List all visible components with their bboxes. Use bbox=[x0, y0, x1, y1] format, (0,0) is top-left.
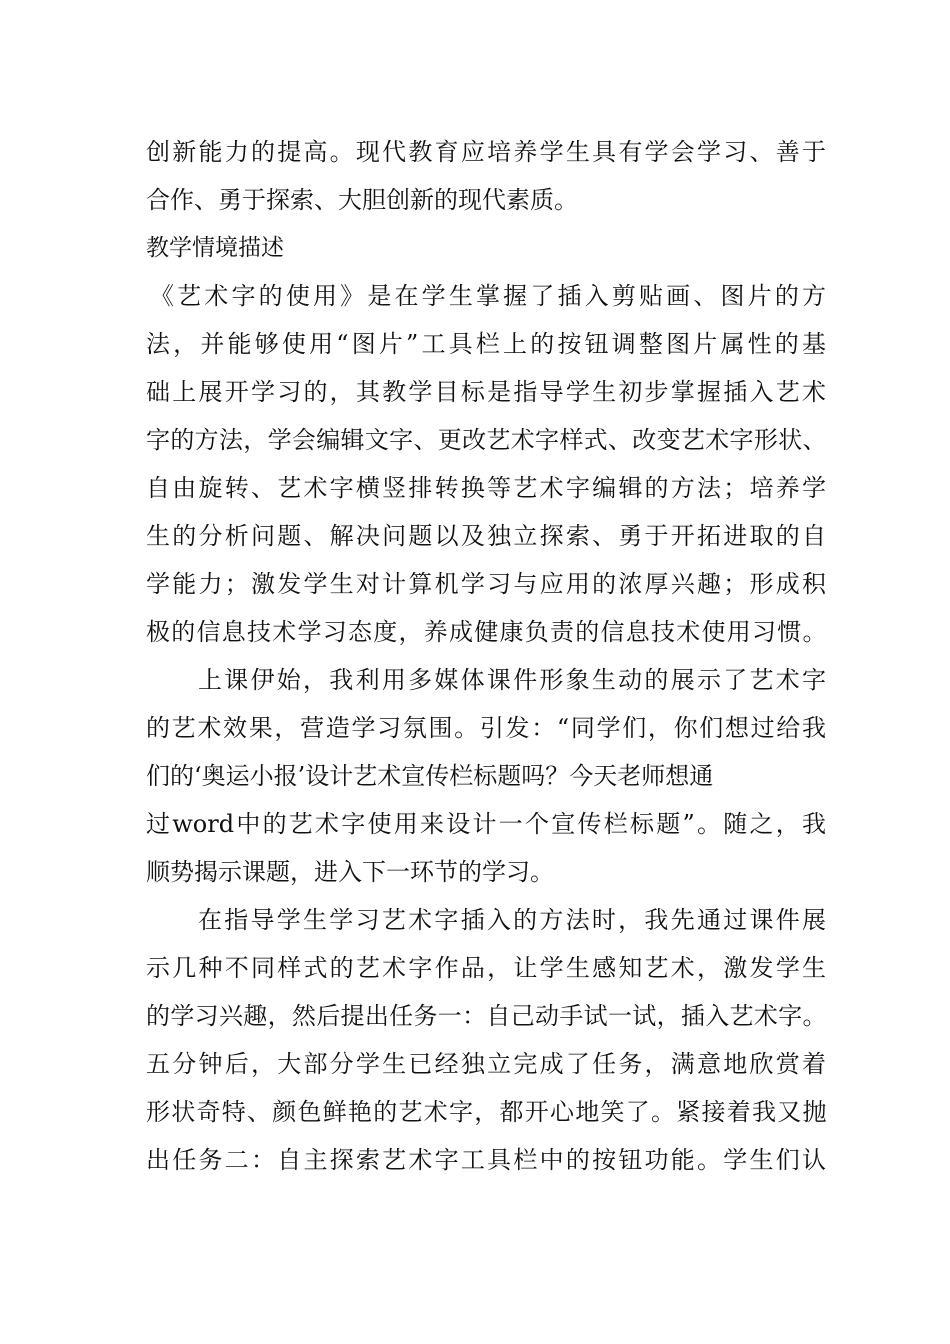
document-body bbox=[146, 128, 826, 1184]
section-heading: 教学情境描述 bbox=[146, 235, 284, 261]
text-line: 础上展开学习的，其教学目标是指导学生初步掌握插入艺术 bbox=[146, 378, 826, 406]
text-line: 学能力；激发学生对计算机学习与应用的浓厚兴趣；形成积 bbox=[146, 570, 826, 598]
text-line: 字的方法，学会编辑文字、更改艺术字样式、改变艺术字形状、 bbox=[146, 426, 826, 454]
text-line: 的艺术效果，营造学习氛围。引发：“同学们，你们想过给我 bbox=[146, 714, 826, 742]
text-line: 在指导学生学习艺术字插入的方法时，我先通过课件展 bbox=[198, 906, 826, 934]
text-line: 五分钟后，大部分学生已经独立完成了任务，满意地欣赏着 bbox=[146, 1050, 826, 1078]
text-line: 们的‘奥运小报’设计艺术宣传栏标题吗？今天老师想通 bbox=[146, 762, 714, 790]
text-line: 出任务二：自主探索艺术字工具栏中的按钮功能。学生们认 bbox=[146, 1146, 826, 1174]
text-line: 生的分析问题、解决问题以及独立探索、勇于开拓进取的自 bbox=[146, 522, 826, 550]
text-line: 上课伊始，我利用多媒体课件形象生动的展示了艺术字 bbox=[198, 666, 826, 694]
text-line: 的学习兴趣，然后提出任务一：自己动手试一试，插入艺术字。 bbox=[146, 1002, 826, 1030]
text-line: 形状奇特、颜色鲜艳的艺术字，都开心地笑了。紧接着我又抛 bbox=[146, 1098, 826, 1126]
text-line: 顺势揭示课题，进入下一环节的学习。 bbox=[146, 858, 554, 886]
text-line: 过word中的艺术字使用来设计一个宣传栏标题”。随之，我 bbox=[146, 810, 826, 838]
text-line: 示几种不同样式的艺术字作品，让学生感知艺术，激发学生 bbox=[146, 954, 826, 982]
text-line: 《艺术字的使用》是在学生掌握了插入剪贴画、图片的方 bbox=[150, 282, 826, 310]
text-line: 极的信息技术学习态度，养成健康负责的信息技术使用习惯。 bbox=[146, 618, 826, 646]
text-line: 创新能力的提高。现代教育应培养学生具有学会学习、善于 bbox=[146, 138, 826, 166]
text-line: 法，并能够使用“图片”工具栏上的按钮调整图片属性的基 bbox=[146, 330, 826, 358]
text-line: 合作、勇于探索、大胆创新的现代素质。 bbox=[146, 186, 578, 214]
text-line: 自由旋转、艺术字横竖排转换等艺术字编辑的方法；培养学 bbox=[146, 474, 826, 502]
